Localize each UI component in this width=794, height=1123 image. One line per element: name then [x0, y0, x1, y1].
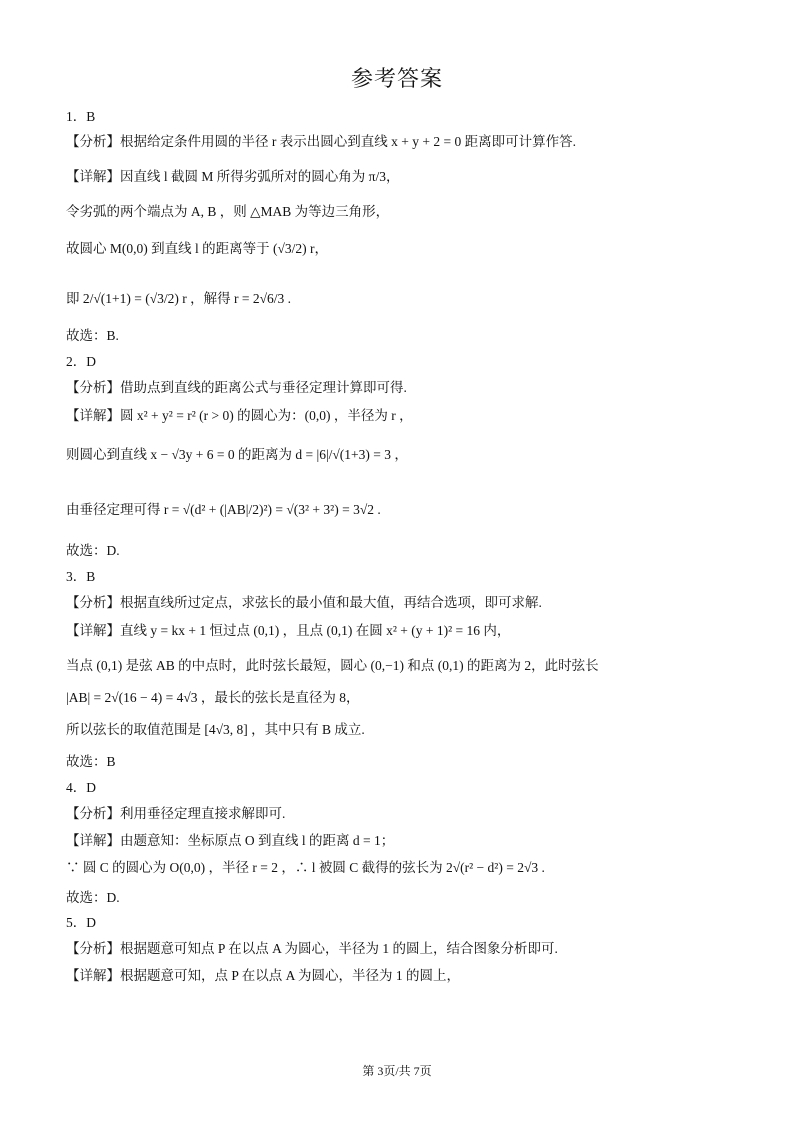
question-3-answer: 3．B [66, 569, 96, 584]
solution-line: 所以弦长的取值范围是 [4√3, 8] ，其中只有 B 成立. [66, 722, 365, 737]
analysis-line: 【分析】根据题意可知点 P 在以点 A 为圆心，半径为 1 的圆上，结合图象分析即可. [66, 941, 558, 956]
question-5-answer: 5．D [66, 915, 96, 930]
choice-line: 故选：B. [66, 328, 119, 343]
choice-line: 故选：B [66, 754, 116, 769]
solution-line: 【详解】因直线 l 截圆 M 所得劣弧所对的圆心角为 π/3， [66, 169, 400, 184]
solution-line: 令劣弧的两个端点为 A, B ，则 △MAB 为等边三角形， [66, 204, 390, 219]
page-title: 参考答案 [350, 67, 443, 92]
analysis-line: 【分析】借助点到直线的距离公式与垂径定理计算即可得. [66, 380, 407, 395]
question-2-answer: 2．D [66, 354, 96, 369]
question-1-answer: 1．B [66, 109, 96, 124]
solution-line: ∵ 圆 C 的圆心为 O(0,0) ，半径 r = 2 ，∴ l 被圆 C 截得的弦长为 2√(r² − d²) = 2√3 . [66, 860, 545, 875]
analysis-line: 【分析】根据给定条件用圆的半径 r 表示出圆心到直线 x + y + 2 = 0 距离即可计算作答. [66, 134, 576, 149]
solution-line: 故圆心 M(0,0) 到直线 l 的距离等于 (√3/2) r， [66, 241, 329, 256]
solution-line: 即 2/√(1+1) = (√3/2) r ，解得 r = 2√6/3 . [66, 291, 292, 306]
solution-line: 则圆心到直线 x − √3y + 6 = 0 的距离为 d = |6|/√(1+3) = 3 ， [66, 447, 408, 462]
solution-line: |AB| = 2√(16 − 4) = 4√3 ，最长的弦长是直径为 8， [66, 690, 360, 705]
choice-line: 故选：D. [66, 890, 120, 905]
solution-line: 【详解】直线 y = kx + 1 恒过点 (0,1) ，且点 (0,1) 在圆 x² + (y + 1)² = 16 内， [66, 623, 511, 638]
solution-line: 【详解】根据题意可知，点 P 在以点 A 为圆心，半径为 1 的圆上， [66, 968, 461, 983]
analysis-line: 【分析】根据直线所过定点，求弦长的最小值和最大值，再结合选项，即可求解. [66, 595, 542, 610]
analysis-line: 【分析】利用垂径定理直接求解即可. [66, 806, 286, 821]
question-4-answer: 4．D [66, 780, 96, 795]
page-footer: 第 3页/共 7页 [362, 1064, 432, 1078]
solution-line: 【详解】圆 x² + y² = r² (r > 0) 的圆心为：(0,0) ，半径为 r ， [66, 408, 413, 423]
solution-line: 当点 (0,1) 是弦 AB 的中点时，此时弦长最短，圆心 (0,−1) 和点 (0,1) 的距离为 2，此时弦长 [66, 658, 599, 673]
choice-line: 故选：D. [66, 543, 120, 558]
solution-line: 【详解】由题意知：坐标原点 O 到直线 l 的距离 d = 1； [66, 833, 395, 848]
solution-line: 由垂径定理可得 r = √(d² + (|AB|/2)²) = √(3² + 3²) = 3√2 . [66, 502, 381, 517]
